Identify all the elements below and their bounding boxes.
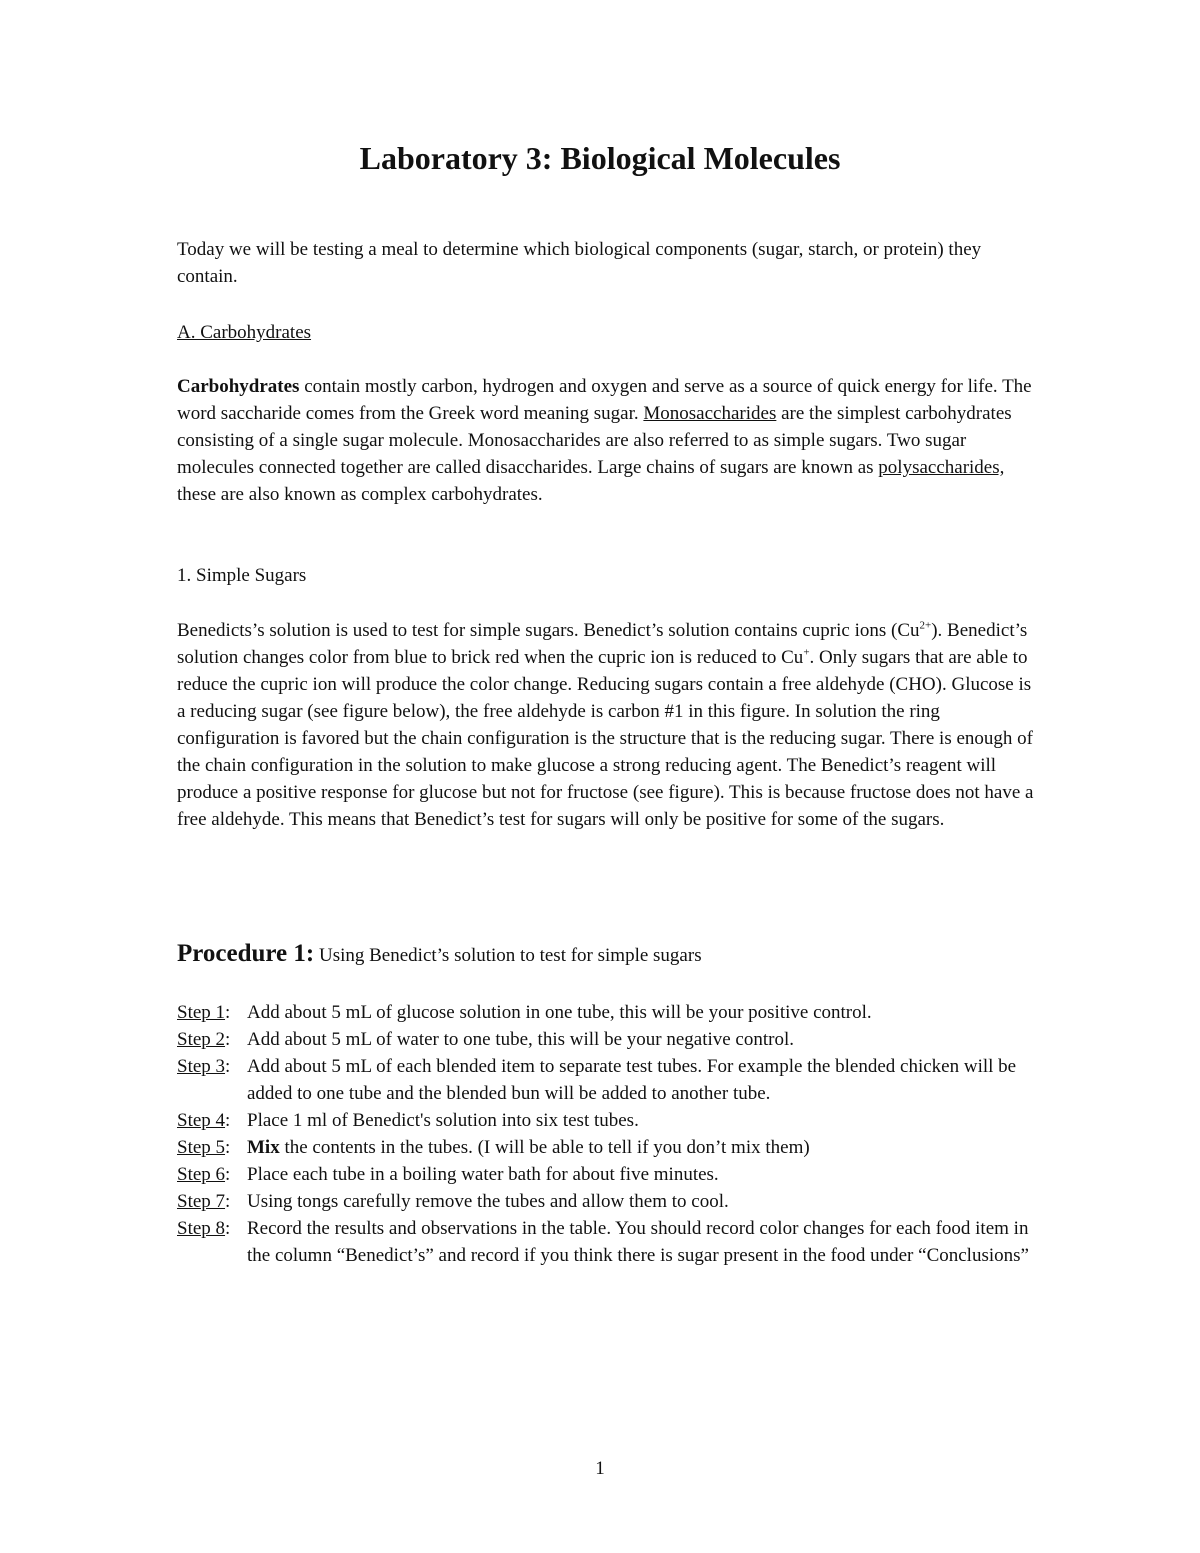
section-a-heading: A. Carbohydrates [177,322,312,343]
step-item: Step 8: Record the results and observations in the table. You should record color changes for each food item in the column “Benedict’s” and record if you think there is sugar present in the food under “Conclusions” [177,1215,1037,1269]
carbohydrates-term: Carbohydrates [177,376,300,397]
page-number: 1 [595,1458,605,1479]
steps-list [177,999,1037,1269]
step-mix-emphasis: Mix [247,1137,280,1158]
step-label: Step 1 [177,1002,226,1023]
step-label: Step 3 [177,1056,226,1077]
benedicts-text-3: . Only sugars that are able to reduce the cupric ion will produce the color change. Reducing sugars contain a free aldehyde (CHO). Glucose is a reducing sugar (see figure below), the free aldehyde is carbon #1 in this figure. In solution the ring configuration is favored but the chain configuration is the structure that is the reducing sugar. There is enough of the chain configuration in the solution to make glucose a strong reducing agent. The Benedict’s reagent will produce a positive response for glucose but not for fructose (see figure). This is because fructose does not have a free aldehyde. This means that Benedict’s test for sugars will only be positive for some of the sugars. [177,647,1034,830]
procedure-label: Procedure 1: [177,940,315,967]
step-text: Add about 5 mL of each blended item to separate test tubes. For example the blended chicken will be added to one tube and the blended bun will be added to another tube. [247,1056,1017,1104]
step-label: Step 5 [177,1137,226,1158]
benedicts-text-1: Benedicts’s solution is used to test for simple sugars. Benedict’s solution contains cupric ions (Cu [177,620,920,641]
procedure-heading [177,940,1037,969]
step-item: Step 6: Place each tube in a boiling water bath for about five minutes. [177,1161,1037,1188]
monosaccharides-term: Monosaccharides [643,403,777,424]
intro-paragraph: Today we will be testing a meal to determine which biological components (sugar, starch, or protein) they contain. [177,239,982,287]
simple-sugars-heading: 1. Simple Sugars [177,565,307,586]
step-text: Place 1 ml of Benedict's solution into six test tubes. [247,1110,639,1131]
benedicts-paragraph [177,617,1037,833]
step-text: Add about 5 mL of glucose solution in one tube, this will be your positive control. [247,1002,872,1023]
step-item: Step 4: Place 1 ml of Benedict's solution into six test tubes. [177,1107,1037,1134]
step-text: Record the results and observations in the table. You should record color changes for each food item in the column “Benedict’s” and record if you think there is sugar present in the food under “Conclusions” [247,1218,1029,1266]
carbohydrates-text-3: these are also known as complex carbohydrates. [177,484,543,505]
step-item: Step 2: Add about 5 mL of water to one tube, this will be your negative control. [177,1026,1037,1053]
cuprous-charge: + [803,646,810,659]
carbohydrates-text-1: contain mostly carbon, hydrogen and oxygen and serve as a source of quick energy for life. The word saccharide comes from the Greek word meaning sugar. [177,376,1032,424]
step-label: Step 2 [177,1029,226,1050]
benedicts-text-2: ). Benedict’s solution changes color from blue to brick red when the cupric ion is reduced to Cu [177,620,1028,668]
step-item: Step 5: Mix the contents in the tubes. (I will be able to tell if you don’t mix them) [177,1134,1037,1161]
step-text: Add about 5 mL of water to one tube, this will be your negative control. [247,1029,795,1050]
carbohydrates-text-2: are the simplest carbohydrates consisting of a single sugar molecule. Monosaccharides are also referred to as simple sugars. Two sugar molecules connected together are called disaccharides. Large chains of sugars are known as [177,403,1012,478]
step-item: Step 7: Using tongs carefully remove the tubes and allow them to cool. [177,1188,1037,1215]
step-mix-text: the contents in the tubes. (I will be able to tell if you don’t mix them) [279,1137,810,1158]
carbohydrates-paragraph [177,373,1037,508]
step-text: Using tongs carefully remove the tubes and allow them to cool. [247,1191,729,1212]
step-text [247,1134,1037,1161]
step-label: Step 4 [177,1110,226,1131]
cupric-charge: 2+ [919,619,932,632]
step-label: Step 6 [177,1164,226,1185]
step-label: Step 8 [177,1218,226,1239]
polysaccharides-term: polysaccharides, [878,457,1005,478]
procedure-subtitle: Using Benedict’s solution to test for simple sugars [314,945,702,966]
step-item: Step 3: Add about 5 mL of each blended item to separate test tubes. For example the blended chicken will be added to one tube and the blended bun will be added to another tube. [177,1053,1037,1107]
page-title: Laboratory 3: Biological Molecules [359,140,841,176]
step-item: Step 1: Add about 5 mL of glucose solution in one tube, this will be your positive control. [177,999,1037,1026]
step-text: Place each tube in a boiling water bath for about five minutes. [247,1164,719,1185]
step-label: Step 7 [177,1191,226,1212]
